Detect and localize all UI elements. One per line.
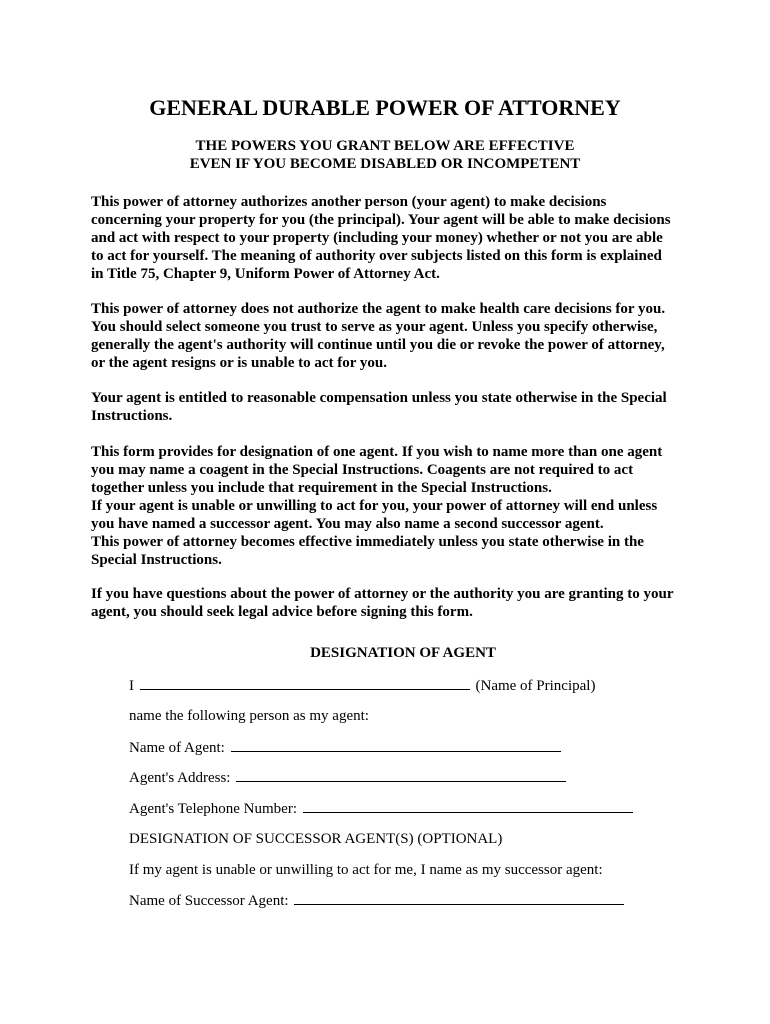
paragraph-line: Special Instructions.	[91, 552, 222, 568]
agent-phone-blank[interactable]	[303, 799, 633, 813]
agent-name-blank[interactable]	[231, 738, 561, 752]
principal-name-row	[129, 676, 595, 695]
paragraph-line: or the agent resigns or is unable to act for you.	[91, 355, 387, 371]
paragraph-line: generally the agent's authority will continue until you die or revoke the power of attorney,	[91, 337, 665, 353]
agent-phone-row	[129, 799, 635, 818]
agent-address-label: Agent's Address:	[129, 770, 231, 786]
designation-of-agent-heading: DESIGNATION OF AGENT	[310, 645, 496, 661]
agent-name-label: Name of Agent:	[129, 740, 225, 756]
paragraph-line: This form provides for designation of one agent. If you wish to name more than one agent	[91, 444, 663, 460]
successor-name-row	[129, 891, 626, 910]
paragraph-line: you may name a coagent in the Special Instructions. Coagents are not required to act	[91, 462, 634, 478]
paragraph-authorization	[91, 193, 691, 283]
agent-address-blank[interactable]	[236, 768, 566, 782]
paragraph-line: If your agent is unable or unwilling to act for you, your power of attorney will end unless	[91, 498, 658, 514]
principal-name-blank[interactable]	[140, 676, 470, 690]
paragraph-line: You should select someone you trust to serve as your agent. Unless you specify otherwise,	[91, 319, 658, 335]
paragraph-designation	[91, 443, 691, 569]
paragraph-line: to act for yourself. The meaning of authority over subjects listed on this form is explained	[91, 248, 662, 264]
paragraph-line: If you have questions about the power of attorney or the authority you are granting to your	[91, 586, 674, 602]
effective-notice	[0, 137, 770, 173]
paragraph-line: This power of attorney becomes effective immediately unless you state otherwise in the	[91, 534, 644, 550]
successor-intro-text: If my agent is unable or unwilling to act for me, I name as my successor agent:	[129, 862, 603, 878]
paragraph-line: This power of attorney authorizes another person (your agent) to make decisions	[91, 194, 607, 210]
agent-address-row	[129, 768, 568, 787]
agent-name-row	[129, 738, 563, 757]
paragraph-line: concerning your property for you (the principal). Your agent will be able to make decisions	[91, 212, 671, 228]
paragraph-line: This power of attorney does not authorize the agent to make health care decisions for you.	[91, 301, 666, 317]
principal-prefix: I	[129, 678, 134, 694]
document-title: GENERAL DURABLE POWER OF ATTORNEY	[149, 95, 621, 120]
effective-notice-line: EVEN IF YOU BECOME DISABLED OR INCOMPETENT	[189, 156, 581, 172]
name-following-text: name the following person as my agent:	[129, 708, 369, 724]
paragraph-line: Instructions.	[91, 408, 173, 424]
paragraph-line: together unless you include that requirement in the Special Instructions.	[91, 480, 552, 496]
paragraph-legal-advice	[91, 585, 691, 621]
paragraph-line: you have named a successor agent. You may also name a second successor agent.	[91, 516, 604, 532]
successor-heading: DESIGNATION OF SUCCESSOR AGENT(S) (OPTIONAL)	[129, 831, 503, 847]
paragraph-compensation	[91, 389, 691, 425]
paragraph-line: Your agent is entitled to reasonable compensation unless you state otherwise in the Special	[91, 390, 667, 406]
paragraph-line: in Title 75, Chapter 9, Uniform Power of Attorney Act.	[91, 266, 440, 282]
paragraph-line: and act with respect to your property (including your money) whether or not you are able	[91, 230, 663, 246]
paragraph-health-care	[91, 300, 691, 372]
effective-notice-line: THE POWERS YOU GRANT BELOW ARE EFFECTIVE	[195, 138, 575, 154]
paragraph-line: agent, you should seek legal advice before signing this form.	[91, 604, 473, 620]
principal-suffix: (Name of Principal)	[475, 678, 596, 694]
agent-phone-label: Agent's Telephone Number:	[129, 801, 298, 817]
successor-name-blank[interactable]	[294, 891, 624, 905]
successor-name-label: Name of Successor Agent:	[129, 893, 289, 909]
